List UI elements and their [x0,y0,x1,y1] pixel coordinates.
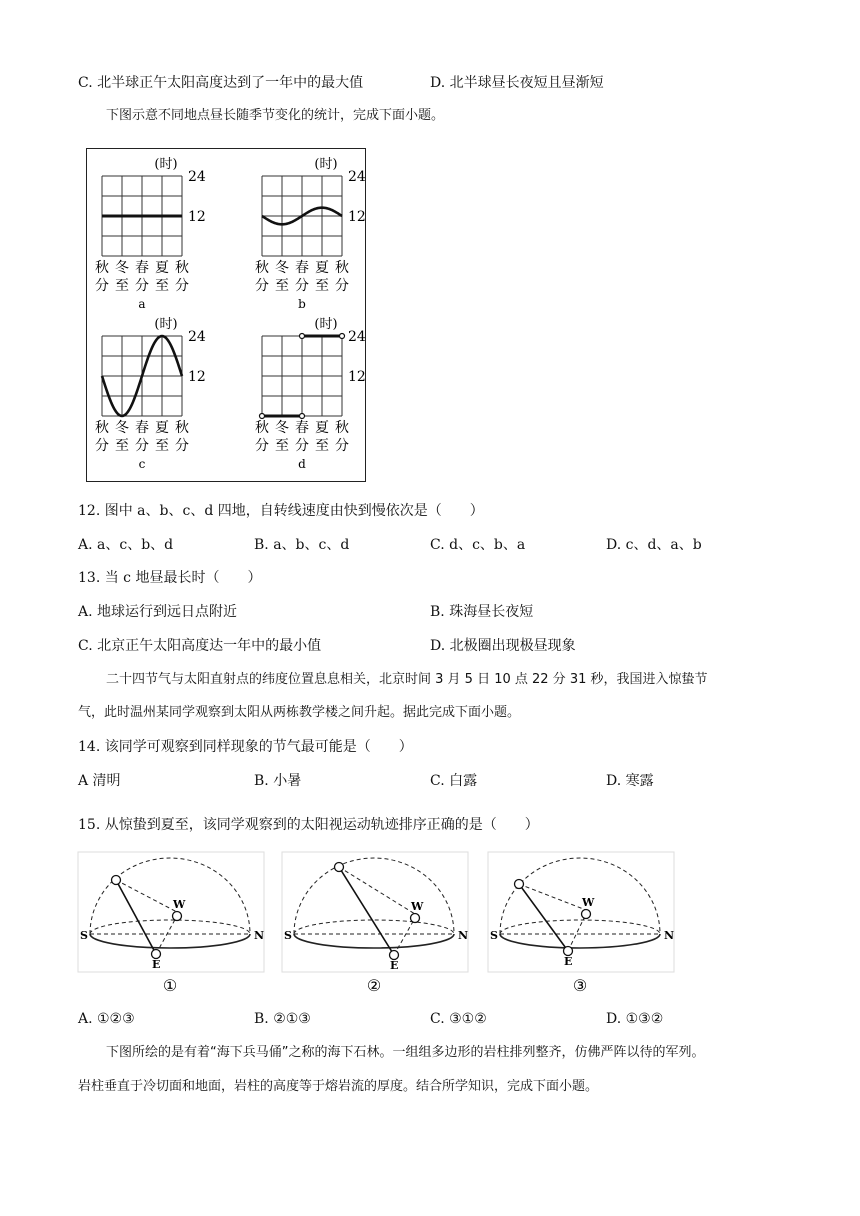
panel-number: ① [162,976,178,995]
sky-dome [500,858,660,934]
intro2-line1: 二十四节气与太阳直射点的纬度位置息息相关，北京时间 3 月 5 日 10 点 22 分 31 秒，我国进入惊蛰节 [106,672,708,687]
figure1-day-length-chart [86,148,366,482]
x-tick-label: 至 [115,438,129,454]
y-unit-label: (时) [314,157,338,172]
intro2-line2: 气，此时温州某同学观察到太阳从两栋教学楼之间升起。据此完成下面小题。 [78,705,521,720]
x-tick-label: 分 [135,438,149,454]
q15-stem: 15. 从惊蛰到夏至，该同学观察到的太阳视运动轨迹排序正确的是（ ） [78,817,539,833]
direction-e: E [152,958,161,971]
intro3-line1: 下图所绘的是有着“海下兵马俑”之称的海下石林。一组组多边形的岩柱排列整齐，仿佛严阵以待的军列。 [106,1045,705,1060]
x-tick-label: 至 [275,438,289,454]
panel-border [78,852,264,972]
direction-n: N [458,929,469,942]
day-length-panel-b [255,157,366,311]
x-tick-label: 至 [315,278,329,294]
direction-n: N [254,929,265,942]
y-tick-label: 24 [188,329,206,345]
y-tick-label: 12 [188,369,206,385]
intro3-line2: 岩柱垂直于冷切面和地面，岩柱的高度等于熔岩流的厚度。结合所学知识，完成下面小题。 [78,1079,599,1094]
sun-set-marker [582,910,591,919]
x-tick-label: 至 [115,278,129,294]
horizon-front [90,934,250,948]
x-tick-label: 分 [175,278,189,294]
panel-label: a [138,297,146,311]
x-tick-label: 秋 [335,420,349,436]
day-length-panel-a [95,157,206,311]
direction-s: S [80,929,88,942]
sun-noon-marker [335,863,344,872]
direction-w: W [411,900,424,913]
x-tick-label: 分 [95,438,109,454]
q13-option-b: B. 珠海昼长夜短 [430,604,534,620]
x-tick-label: 冬 [275,420,289,436]
y-tick-label: 12 [348,369,366,385]
x-tick-label: 春 [135,260,149,276]
q14-option-d: D. 寒露 [606,773,654,789]
q13-option-c: C. 北京正午太阳高度达一年中的最小值 [78,638,322,654]
horizon-back [500,920,660,934]
q14-option-a: A 清明 [78,773,121,789]
sun-set-marker [411,914,420,923]
sun-set-marker [173,912,182,921]
horizon-front [500,934,660,948]
q12-option-c: C. d、c、b、a [430,537,526,553]
sky-dome [90,858,250,934]
x-tick-label: 夏 [315,420,329,436]
x-tick-label: 分 [175,438,189,454]
x-tick-label: 分 [335,438,349,454]
y-unit-label: (时) [154,317,178,332]
panel-label: b [298,297,306,311]
intro-figure1: 下图示意不同地点昼长随季节变化的统计，完成下面小题。 [106,108,445,123]
x-tick-label: 秋 [255,420,269,436]
q12-stem: 12. 图中 a、b、c、d 四地，自转线速度由快到慢依次是（ ） [78,503,484,519]
q12-option-d: D. c、d、a、b [606,537,702,553]
y-tick-label: 12 [188,209,206,225]
q12-option-a: A. a、c、b、d [78,537,174,553]
x-tick-label: 冬 [115,420,129,436]
sun-path-panel-3 [488,852,674,995]
x-tick-label: 春 [295,420,309,436]
x-tick-label: 夏 [155,260,169,276]
x-tick-label: 夏 [315,260,329,276]
q14-stem: 14. 该同学可观察到同样现象的节气最可能是（ ） [78,739,413,755]
day-length-panel-c [95,317,206,471]
x-tick-label: 春 [295,260,309,276]
panel-border [282,852,468,972]
x-tick-label: 秋 [255,260,269,276]
q15-option-a: A. ①②③ [78,1011,135,1027]
panel-border [488,852,674,972]
q15-option-c: C. ③①② [430,1011,487,1027]
q13-option-a: A. 地球运行到远日点附近 [78,604,238,620]
x-tick-label: 夏 [155,420,169,436]
day-length-panel-d [255,317,366,471]
y-tick-label: 12 [348,209,366,225]
x-tick-label: 分 [295,438,309,454]
q11-option-d: D. 北半球昼长夜短且昼渐短 [430,75,604,91]
q11-option-c: C. 北半球正午太阳高度达到了一年中的最大值 [78,75,364,91]
q15-option-d: D. ①③② [606,1011,664,1027]
data-point [300,414,305,419]
sun-path-visible [339,867,394,955]
x-tick-label: 秋 [95,260,109,276]
x-tick-label: 分 [295,278,309,294]
sun-path-hidden [339,867,415,914]
direction-s: S [490,929,498,942]
panel-number: ③ [572,976,588,995]
horizon-front [294,934,454,948]
x-tick-label: 秋 [175,420,189,436]
x-tick-label: 冬 [275,260,289,276]
panel-label: d [298,457,306,471]
sun-path-visible [116,880,156,954]
direction-e: E [390,959,399,972]
y-unit-label: (时) [314,317,338,332]
horizon-back [90,920,250,934]
sun-noon-marker [112,876,121,885]
x-tick-label: 至 [275,278,289,294]
x-tick-label: 至 [315,438,329,454]
q13-stem: 13. 当 c 地昼最长时（ ） [78,570,262,586]
x-tick-label: 秋 [95,420,109,436]
y-unit-label: (时) [154,157,178,172]
q12-option-b: B. a、b、c、d [254,537,350,553]
q14-option-c: C. 白露 [430,773,478,789]
sun-path-panel-2 [282,852,468,995]
sun-path-visible [519,884,568,951]
sun-noon-marker [515,880,524,889]
x-tick-label: 分 [255,278,269,294]
x-tick-label: 秋 [175,260,189,276]
q15-option-b: B. ②①③ [254,1011,311,1027]
y-tick-label: 24 [188,169,206,185]
sun-path-panel-1 [78,852,264,995]
x-tick-label: 至 [155,278,169,294]
panel-label: c [138,457,146,471]
direction-n: N [664,929,675,942]
x-tick-label: 分 [95,278,109,294]
direction-w: W [582,896,595,909]
data-point [260,414,265,419]
direction-s: S [284,929,292,942]
direction-w: W [173,898,186,911]
x-tick-label: 春 [135,420,149,436]
x-tick-label: 分 [335,278,349,294]
figure2-sun-path-diagrams [76,848,680,1000]
x-tick-label: 秋 [335,260,349,276]
direction-e: E [564,955,573,968]
q13-option-d: D. 北极圈出现极昼现象 [430,638,576,654]
x-tick-label: 分 [255,438,269,454]
x-tick-label: 至 [155,438,169,454]
east-west-axis [394,918,415,955]
data-point [300,334,305,339]
y-tick-label: 24 [348,169,366,185]
panel-number: ② [366,976,382,995]
data-point [340,334,345,339]
q14-option-b: B. 小暑 [254,773,302,789]
y-tick-label: 24 [348,329,366,345]
x-tick-label: 分 [135,278,149,294]
x-tick-label: 冬 [115,260,129,276]
